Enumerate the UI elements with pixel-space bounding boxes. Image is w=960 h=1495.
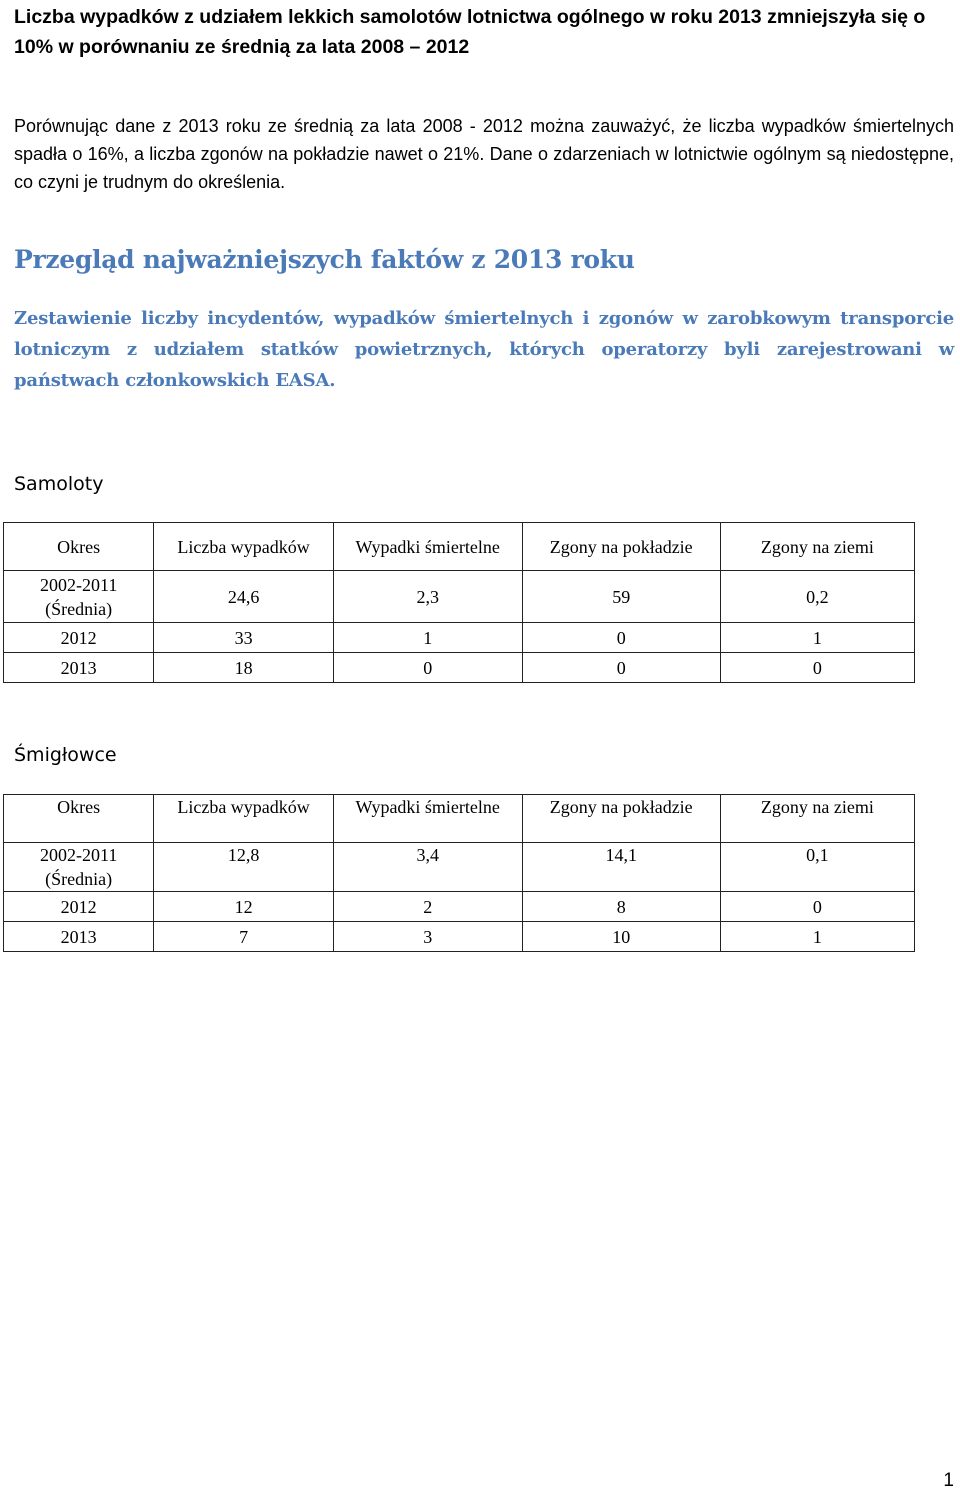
cell-zgony-poklad: 8 — [522, 892, 720, 922]
header-liczba: Liczba wypadków — [154, 523, 333, 571]
header-okres: Okres — [4, 795, 154, 843]
header-zgony-poklad: Zgony na pokładzie — [522, 795, 720, 843]
cell-zgony-ziemi: 0,1 — [720, 843, 914, 892]
cell-zgony-ziemi: 0,2 — [720, 571, 914, 623]
table-row — [4, 653, 915, 683]
table-header-row — [4, 795, 915, 843]
cell-okres: 2013 — [4, 653, 154, 683]
table-header-row — [4, 523, 915, 571]
cell-wypadki: 3 — [333, 922, 522, 952]
samoloty-label: Samoloty — [14, 473, 104, 495]
header-okres: Okres — [4, 523, 154, 571]
cell-okres: 2013 — [4, 922, 154, 952]
cell-okres: 2002-2011 (Średnia) — [4, 843, 154, 892]
page-number: 1 — [943, 1470, 954, 1491]
cell-wypadki: 2 — [333, 892, 522, 922]
cell-okres: 2002-2011 (Średnia) — [4, 571, 154, 623]
intro-paragraph: Porównując dane z 2013 roku ze średnią za lata 2008 - 2012 można zauważyć, że liczba wypadków śmiertelnych spadła o 16%, a liczba zgonów na pokładzie nawet o 21%. Dane o zdarzeniach w lotnictwie ogólnym są niedostępne, co czyni je trudnym do określenia. — [14, 116, 954, 192]
cell-zgony-ziemi: 1 — [720, 623, 914, 653]
cell-zgony-poklad: 0 — [522, 623, 720, 653]
cell-wypadki: 2,3 — [333, 571, 522, 623]
cell-okres: 2012 — [4, 892, 154, 922]
cell-zgony-poklad: 10 — [522, 922, 720, 952]
cell-zgony-ziemi: 0 — [720, 892, 914, 922]
cell-zgony-poklad: 0 — [522, 653, 720, 683]
table-row — [4, 843, 915, 892]
document-title: Liczba wypadków z udziałem lekkich samolotów lotnictwa ogólnego w roku 2013 zmniejszyła się o 10% w porównaniu ze średnią za lata 2008 – 2012 — [14, 6, 926, 58]
section-heading: Przegląd najważniejszych faktów z 2013 roku — [14, 245, 635, 274]
cell-liczba: 12 — [154, 892, 333, 922]
table-row — [4, 571, 915, 623]
table-row — [4, 922, 915, 952]
samoloty-table — [3, 522, 915, 683]
cell-liczba: 33 — [154, 623, 333, 653]
cell-zgony-poklad: 59 — [522, 571, 720, 623]
cell-wypadki: 3,4 — [333, 843, 522, 892]
cell-zgony-ziemi: 1 — [720, 922, 914, 952]
header-zgony-poklad: Zgony na pokładzie — [522, 523, 720, 571]
cell-wypadki: 0 — [333, 653, 522, 683]
cell-wypadki: 1 — [333, 623, 522, 653]
header-zgony-ziemi: Zgony na ziemi — [720, 523, 914, 571]
cell-liczba: 7 — [154, 922, 333, 952]
smiglowce-label: Śmigłowce — [14, 744, 117, 766]
cell-liczba: 12,8 — [154, 843, 333, 892]
table-row — [4, 892, 915, 922]
cell-liczba: 18 — [154, 653, 333, 683]
cell-okres: 2012 — [4, 623, 154, 653]
smiglowce-table — [3, 794, 915, 952]
table-row — [4, 623, 915, 653]
section-subheading: Zestawienie liczby incydentów, wypadków śmiertelnych i zgonów w zarobkowym transporcie lotniczym z udziałem statków powietrznych, których operatorzy byli zarejestrowani w państwach członkowskich EASA. — [14, 308, 954, 391]
header-liczba: Liczba wypadków — [154, 795, 333, 843]
cell-zgony-ziemi: 0 — [720, 653, 914, 683]
header-wypadki: Wypadki śmiertelne — [333, 523, 522, 571]
cell-liczba: 24,6 — [154, 571, 333, 623]
header-wypadki: Wypadki śmiertelne — [333, 795, 522, 843]
cell-zgony-poklad: 14,1 — [522, 843, 720, 892]
header-zgony-ziemi: Zgony na ziemi — [720, 795, 914, 843]
